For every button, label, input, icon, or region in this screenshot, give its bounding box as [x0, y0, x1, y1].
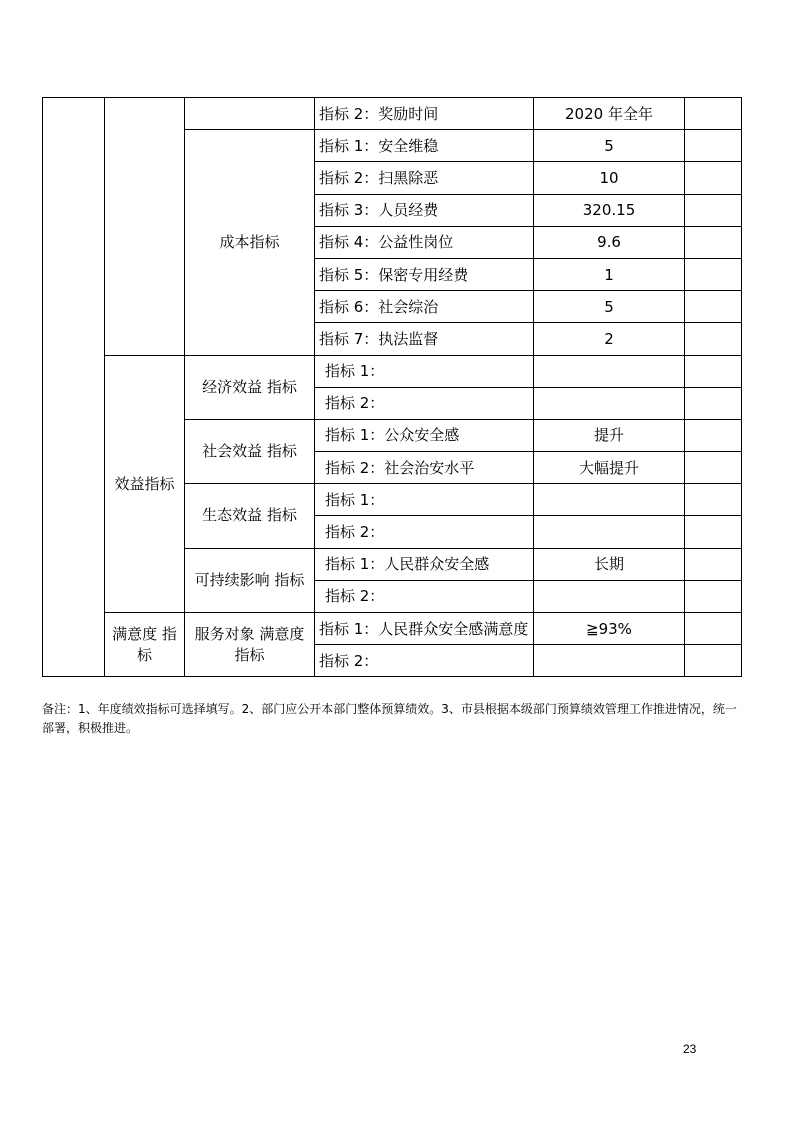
blank-level1-cell: [105, 98, 185, 356]
indicator-value: [534, 580, 685, 612]
indicator-name: 指标 2：社会治安水平: [315, 452, 534, 484]
economic-benefit-category: 经济效益 指标: [185, 355, 315, 419]
indicator-value: [534, 645, 685, 677]
indicator-value: 320.15: [534, 194, 685, 226]
indicator-name: 指标 1：公众安全感: [315, 419, 534, 451]
indicator-value: ≧93%: [534, 613, 685, 645]
remark-cell: [685, 419, 742, 451]
remark-cell: [685, 645, 742, 677]
indicator-name: 指标 2：: [315, 645, 534, 677]
indicator-value: 2: [534, 323, 685, 355]
service-satisfaction-category: 服务对象 满意度指标: [185, 613, 315, 677]
satisfaction-indicator-level1: 满意度 指标: [105, 613, 185, 677]
indicator-name: 指标 1：安全维稳: [315, 130, 534, 162]
remark-cell: [685, 580, 742, 612]
indicator-value: [534, 516, 685, 548]
indicator-name: 指标 7：执法监督: [315, 323, 534, 355]
remark-cell: [685, 355, 742, 387]
ecological-benefit-category: 生态效益 指标: [185, 484, 315, 548]
cost-indicator-category: 成本指标: [185, 130, 315, 355]
social-benefit-category: 社会效益 指标: [185, 419, 315, 483]
blank-level2-cell: [185, 98, 315, 130]
remark-cell: [685, 226, 742, 258]
table-row: [43, 355, 742, 387]
indicator-name: 指标 2：: [315, 516, 534, 548]
indicator-name: 指标 5：保密专用经费: [315, 258, 534, 290]
indicator-value: 9.6: [534, 226, 685, 258]
indicator-value: 大幅提升: [534, 452, 685, 484]
remark-cell: [685, 548, 742, 580]
indicator-name: 指标 6：社会综治: [315, 291, 534, 323]
indicator-value: 5: [534, 291, 685, 323]
remark-cell: [685, 258, 742, 290]
remark-cell: [685, 613, 742, 645]
blank-first-column-cell: [43, 98, 105, 677]
indicator-name: 指标 1：人民群众安全感满意度: [315, 613, 534, 645]
table-row: [43, 613, 742, 645]
benefit-indicator-level1: 效益指标: [105, 355, 185, 613]
indicator-value: 5: [534, 130, 685, 162]
indicator-name: 指标 2：: [315, 387, 534, 419]
page-number: 23: [683, 1042, 697, 1056]
performance-indicator-table: [42, 97, 742, 677]
indicator-value: 提升: [534, 419, 685, 451]
remark-cell: [685, 516, 742, 548]
table-row: [43, 98, 742, 130]
indicator-name: 指标 1：人民群众安全感: [315, 548, 534, 580]
indicator-value: 2020 年全年: [534, 98, 685, 130]
indicator-name: 指标 1：: [315, 355, 534, 387]
indicator-value: [534, 387, 685, 419]
remark-cell: [685, 387, 742, 419]
indicator-name: 指标 4：公益性岗位: [315, 226, 534, 258]
indicator-name: 指标 3：人员经费: [315, 194, 534, 226]
remark-cell: [685, 130, 742, 162]
remark-cell: [685, 98, 742, 130]
indicator-value: [534, 484, 685, 516]
footnote-remarks: 备注：1、年度绩效指标可选择填写。2、部门应公开本部门整体预算绩效。3、市县根据本级部门预算绩效管理工作推进情况，统一部署，积极推进。: [42, 702, 737, 735]
remark-cell: [685, 323, 742, 355]
remark-cell: [685, 291, 742, 323]
indicator-value: 10: [534, 162, 685, 194]
indicator-name: 指标 2：: [315, 580, 534, 612]
indicator-value: 1: [534, 258, 685, 290]
sustainable-impact-category: 可持续影响 指标: [185, 548, 315, 612]
indicator-value: [534, 355, 685, 387]
indicator-name: 指标 2：扫黑除恶: [315, 162, 534, 194]
remark-cell: [685, 162, 742, 194]
remark-cell: [685, 484, 742, 516]
remark-cell: [685, 194, 742, 226]
indicator-value: 长期: [534, 548, 685, 580]
remark-cell: [685, 452, 742, 484]
indicator-name: 指标 2：奖励时间: [315, 98, 534, 130]
indicator-name: 指标 1：: [315, 484, 534, 516]
